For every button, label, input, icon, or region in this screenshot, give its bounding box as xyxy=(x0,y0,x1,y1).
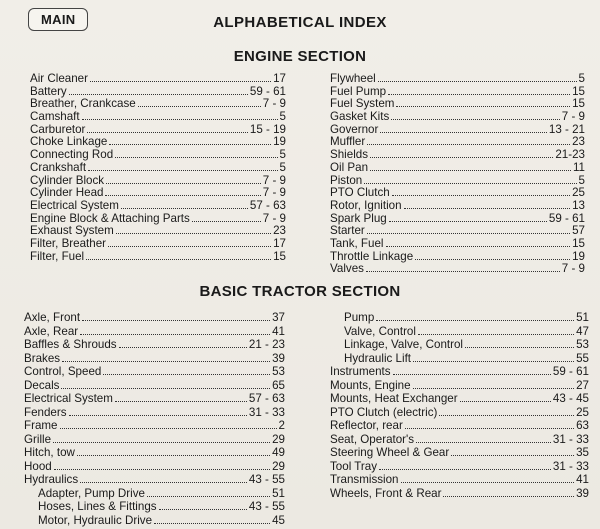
basic-left-column xyxy=(24,311,285,527)
index-entry-label: Steering Wheel & Gear xyxy=(330,446,450,459)
basic-right-column xyxy=(330,311,589,500)
index-entry-page: 27 xyxy=(576,378,589,392)
index-entry-page: 5 xyxy=(279,160,286,174)
index-entry-page: 29 xyxy=(272,459,285,473)
index-entry-page: 53 xyxy=(576,338,589,351)
index-entry-page: 15 xyxy=(572,97,585,111)
index-entry-page: 59 - 61 xyxy=(249,84,286,98)
dot-leader xyxy=(460,400,551,402)
index-entry[interactable] xyxy=(330,433,589,447)
index-entry[interactable] xyxy=(330,263,585,276)
index-entry[interactable] xyxy=(330,365,589,379)
index-entry-page: 15 - 19 xyxy=(249,122,286,136)
dot-leader xyxy=(366,270,560,272)
dot-leader xyxy=(391,118,560,120)
index-entry-page: 31 - 33 xyxy=(248,405,285,419)
index-entry-label: Mounts, Engine xyxy=(330,378,411,392)
index-entry-label: Fuel System xyxy=(330,97,395,111)
index-entry[interactable] xyxy=(30,149,286,162)
index-entry[interactable] xyxy=(24,419,285,433)
main-tab-button[interactable]: MAIN xyxy=(28,8,88,31)
index-entry-label: Piston xyxy=(330,173,363,187)
index-entry-label: Electrical System xyxy=(30,198,119,212)
index-entry-label: Grille xyxy=(24,432,52,446)
index-entry-page: 11 xyxy=(572,160,585,174)
dot-leader xyxy=(103,373,270,375)
index-entry-label: Shields xyxy=(330,148,369,162)
index-entry-label: Muffler xyxy=(330,135,366,149)
dot-leader xyxy=(376,319,574,321)
index-entry[interactable] xyxy=(330,352,589,366)
index-entry-page: 57 - 63 xyxy=(249,198,286,212)
index-entry-page: 25 xyxy=(576,405,589,419)
index-entry-page: 5 xyxy=(279,110,286,124)
dot-leader xyxy=(86,258,271,260)
dot-leader xyxy=(370,156,553,158)
dot-leader xyxy=(108,245,271,247)
index-entry-page: 39 xyxy=(576,486,589,500)
dot-leader xyxy=(465,346,574,348)
index-entry-label: Valves xyxy=(330,262,364,276)
index-entry[interactable] xyxy=(330,251,585,264)
index-entry-page: 55 xyxy=(576,351,589,365)
dot-leader xyxy=(77,454,270,456)
index-entry-label: Hydraulics xyxy=(24,473,79,486)
index-entry[interactable] xyxy=(30,111,286,124)
index-entry[interactable] xyxy=(330,379,589,393)
dot-leader xyxy=(416,441,551,443)
index-entry-label: Cylinder Block xyxy=(30,173,105,187)
index-entry-label: Electrical System xyxy=(24,392,113,405)
index-entry-label: Tool Tray xyxy=(330,459,378,473)
index-entry[interactable] xyxy=(330,187,585,200)
index-entry[interactable] xyxy=(24,460,285,474)
index-entry-label: Hydraulic Lift xyxy=(344,351,412,365)
dot-leader xyxy=(88,169,277,171)
index-entry[interactable] xyxy=(330,111,585,124)
dot-leader xyxy=(393,373,551,375)
index-entry-label: Hoses, Lines & Fittings xyxy=(38,500,157,513)
dot-leader xyxy=(370,169,571,171)
index-entry-label: Transmission xyxy=(330,473,399,486)
index-entry[interactable] xyxy=(330,392,589,406)
index-entry[interactable] xyxy=(330,162,585,175)
dot-leader xyxy=(90,80,271,82)
index-entry-label: Instruments xyxy=(330,365,391,378)
index-entry[interactable] xyxy=(24,311,285,325)
dot-leader xyxy=(80,333,270,335)
index-entry[interactable] xyxy=(24,433,285,447)
index-entry-page: 59 - 61 xyxy=(552,365,589,378)
dot-leader xyxy=(192,220,261,222)
index-entry-page: 15 xyxy=(572,236,585,250)
index-entry-label: Rotor, Ignition xyxy=(330,198,402,212)
index-entry-page: 19 xyxy=(273,135,286,149)
index-entry-label: Adapter, Pump Drive xyxy=(38,486,145,500)
dot-leader xyxy=(147,495,270,497)
index-entry-page: 25 xyxy=(572,186,585,200)
index-entry-label: Battery xyxy=(30,84,67,98)
index-entry-page: 41 xyxy=(272,324,285,338)
index-entry-page: 7 - 9 xyxy=(262,211,286,225)
index-entry-label: Camshaft xyxy=(30,110,80,124)
index-entry-label: Exhaust System xyxy=(30,224,114,238)
index-entry-page: 65 xyxy=(272,378,285,392)
dot-leader xyxy=(53,441,270,443)
dot-leader xyxy=(405,427,574,429)
index-entry-label: Air Cleaner xyxy=(30,72,88,85)
dot-leader xyxy=(159,508,247,510)
index-entry-label: Spark Plug xyxy=(330,211,387,225)
index-entry-page: 5 xyxy=(578,173,585,187)
index-entry-label: Brakes xyxy=(24,351,61,365)
dot-leader xyxy=(439,414,574,416)
index-entry[interactable] xyxy=(330,73,585,86)
index-entry-page: 13 xyxy=(572,198,585,212)
engine-right-column xyxy=(330,73,585,276)
index-entry-page: 2 xyxy=(278,419,285,432)
index-entry[interactable] xyxy=(330,325,589,339)
index-entry-label: Seat, Operator's xyxy=(330,432,415,446)
index-entry-label: Frame xyxy=(24,419,58,432)
dot-leader xyxy=(115,156,277,158)
index-entry-page: 57 - 63 xyxy=(248,392,285,405)
index-entry-page: 29 xyxy=(272,432,285,446)
index-entry[interactable] xyxy=(24,365,285,379)
index-entry[interactable] xyxy=(24,338,285,352)
index-entry[interactable] xyxy=(330,460,589,474)
index-entry-label: Cylinder Head xyxy=(30,186,104,200)
index-entry-page: 43 - 45 xyxy=(552,392,589,405)
index-entry[interactable] xyxy=(24,379,285,393)
index-entry-label: Valve, Control xyxy=(344,324,416,338)
dot-leader xyxy=(378,80,577,82)
index-entry[interactable] xyxy=(24,325,285,339)
index-entry-page: 31 - 33 xyxy=(552,459,589,473)
index-entry[interactable] xyxy=(330,200,585,213)
index-entry[interactable] xyxy=(30,251,286,264)
index-entry-label: Control, Speed xyxy=(24,365,102,378)
index-entry-page: 35 xyxy=(576,446,589,459)
index-entry-label: Pump xyxy=(344,311,375,324)
index-entry-page: 51 xyxy=(576,311,589,324)
index-entry-page: 23 xyxy=(273,224,286,238)
dot-leader xyxy=(116,232,271,234)
index-entry-page: 45 xyxy=(272,513,285,527)
index-entry[interactable] xyxy=(330,124,585,137)
index-entry-page: 47 xyxy=(576,324,589,338)
index-entry[interactable] xyxy=(24,487,285,501)
dot-leader xyxy=(392,194,570,196)
index-entry-page: 49 xyxy=(272,446,285,459)
index-entry-page: 15 xyxy=(572,84,585,98)
dot-leader xyxy=(80,481,247,483)
index-entry-page: 31 - 33 xyxy=(552,432,589,446)
dot-leader xyxy=(69,414,247,416)
index-entry-page: 41 xyxy=(576,473,589,486)
index-entry[interactable] xyxy=(330,149,585,162)
index-entry[interactable] xyxy=(24,446,285,460)
index-entry-page: 17 xyxy=(273,236,286,250)
index-entry[interactable] xyxy=(330,213,585,226)
dot-leader xyxy=(106,182,261,184)
index-entry-page: 7 - 9 xyxy=(262,97,286,111)
index-entry-label: Axle, Rear xyxy=(24,324,79,338)
index-entry-label: PTO Clutch (electric) xyxy=(330,405,438,419)
page-title: ALPHABETICAL INDEX xyxy=(213,14,387,31)
index-entry-page: 57 xyxy=(572,224,585,238)
index-entry-page: 7 - 9 xyxy=(561,110,585,124)
index-entry[interactable] xyxy=(24,392,285,406)
index-entry-page: 59 - 61 xyxy=(548,211,585,225)
dot-leader xyxy=(60,427,277,429)
dot-leader xyxy=(396,105,570,107)
index-entry-label: Starter xyxy=(330,224,365,238)
index-entry-page: 7 - 9 xyxy=(561,262,585,276)
dot-leader xyxy=(418,333,574,335)
index-entry-label: Gasket Kits xyxy=(330,110,390,124)
index-entry-label: Decals xyxy=(24,378,60,392)
dot-leader xyxy=(62,360,270,362)
dot-leader xyxy=(54,468,270,470)
index-entry-page: 53 xyxy=(272,365,285,378)
dot-leader xyxy=(367,143,570,145)
index-entry[interactable] xyxy=(30,187,286,200)
dot-leader xyxy=(451,454,574,456)
index-entry-label: Crankshaft xyxy=(30,160,87,174)
dot-leader xyxy=(380,131,547,133)
index-entry[interactable] xyxy=(330,338,589,352)
index-entry-page: 39 xyxy=(272,351,285,365)
index-entry[interactable] xyxy=(24,352,285,366)
index-entry-page: 21 - 23 xyxy=(248,338,285,351)
index-entry-label: Motor, Hydraulic Drive xyxy=(38,513,153,527)
dot-leader xyxy=(109,143,271,145)
index-entry-label: Carburetor xyxy=(30,122,86,136)
index-entry-page: 51 xyxy=(272,486,285,500)
dot-leader xyxy=(119,346,247,348)
dot-leader xyxy=(138,105,261,107)
index-entry-label: Flywheel xyxy=(330,72,376,85)
dot-leader xyxy=(105,194,260,196)
index-entry-label: Tank, Fuel xyxy=(330,236,384,250)
index-entry-label: Hood xyxy=(24,459,52,473)
index-entry-page: 23 xyxy=(572,135,585,149)
index-entry-page: 15 xyxy=(273,249,286,263)
index-entry-label: Axle, Front xyxy=(24,311,81,324)
index-entry-page: 19 xyxy=(572,249,585,263)
dot-leader xyxy=(154,522,270,524)
engine-section-title: ENGINE SECTION xyxy=(233,48,367,65)
dot-leader xyxy=(121,207,248,209)
index-entry-label: PTO Clutch xyxy=(330,186,390,200)
basic-tractor-section-title: BASIC TRACTOR SECTION xyxy=(199,283,401,300)
index-entry-label: Fuel Pump xyxy=(330,84,387,98)
index-entry[interactable] xyxy=(24,406,285,420)
dot-leader xyxy=(379,468,551,470)
index-entry-page: 7 - 9 xyxy=(262,173,286,187)
index-entry-label: Connecting Rod xyxy=(30,148,114,162)
index-entry[interactable] xyxy=(30,73,286,86)
index-entry[interactable] xyxy=(24,500,285,514)
dot-leader xyxy=(69,93,248,95)
dot-leader xyxy=(404,207,571,209)
index-entry-label: Choke Linkage xyxy=(30,135,108,149)
index-entry-page: 17 xyxy=(273,72,286,85)
index-entry[interactable] xyxy=(330,446,589,460)
index-entry[interactable] xyxy=(330,311,589,325)
index-entry[interactable] xyxy=(30,200,286,213)
index-entry-page: 37 xyxy=(272,311,285,324)
dot-leader xyxy=(415,258,570,260)
dot-leader xyxy=(364,182,576,184)
index-entry[interactable] xyxy=(24,473,285,487)
index-entry-label: Filter, Fuel xyxy=(30,249,85,263)
index-entry-page: 7 - 9 xyxy=(262,186,286,200)
index-entry-page: 43 - 55 xyxy=(248,473,285,486)
index-entry[interactable] xyxy=(330,473,589,487)
index-entry-label: Engine Block & Attaching Parts xyxy=(30,211,190,225)
index-entry-label: Baffles & Shrouds xyxy=(24,338,117,351)
index-entry-label: Wheels, Front & Rear xyxy=(330,486,442,500)
index-entry[interactable] xyxy=(24,514,285,528)
dot-leader xyxy=(87,131,247,133)
index-entry-page: 21-23 xyxy=(555,148,585,162)
index-entry-page: 5 xyxy=(578,72,585,85)
index-entry-label: Breather, Crankcase xyxy=(30,97,136,111)
index-entry[interactable] xyxy=(330,419,589,433)
index-entry-label: Reflector, rear xyxy=(330,419,403,432)
index-entry-label: Linkage, Valve, Control xyxy=(344,338,464,351)
index-entry-label: Hitch, tow xyxy=(24,446,75,459)
index-entry-label: Throttle Linkage xyxy=(330,249,414,263)
dot-leader xyxy=(386,245,571,247)
index-entry-page: 5 xyxy=(279,148,286,162)
index-entry[interactable] xyxy=(330,238,585,251)
index-entry[interactable] xyxy=(330,487,589,501)
dot-leader xyxy=(82,118,278,120)
index-entry-label: Fenders xyxy=(24,405,67,419)
index-entry-page: 63 xyxy=(576,419,589,432)
index-entry-label: Governor xyxy=(330,122,379,136)
dot-leader xyxy=(389,220,547,222)
dot-leader xyxy=(401,481,575,483)
index-entry[interactable] xyxy=(330,136,585,149)
index-entry[interactable] xyxy=(330,406,589,420)
dot-leader xyxy=(367,232,570,234)
index-entry-label: Oil Pan xyxy=(330,160,369,174)
index-entry-page: 13 - 21 xyxy=(548,122,585,136)
index-entry[interactable] xyxy=(30,162,286,175)
dot-leader xyxy=(413,360,574,362)
dot-leader xyxy=(443,495,574,497)
index-entry[interactable] xyxy=(30,238,286,251)
engine-left-column xyxy=(30,73,286,263)
dot-leader xyxy=(388,93,570,95)
index-entry-label: Filter, Breather xyxy=(30,236,107,250)
dot-leader xyxy=(82,319,270,321)
dot-leader xyxy=(61,387,270,389)
dot-leader xyxy=(413,387,575,389)
dot-leader xyxy=(115,400,247,402)
index-entry-page: 43 - 55 xyxy=(248,500,285,513)
index-entry-label: Mounts, Heat Exchanger xyxy=(330,392,458,405)
